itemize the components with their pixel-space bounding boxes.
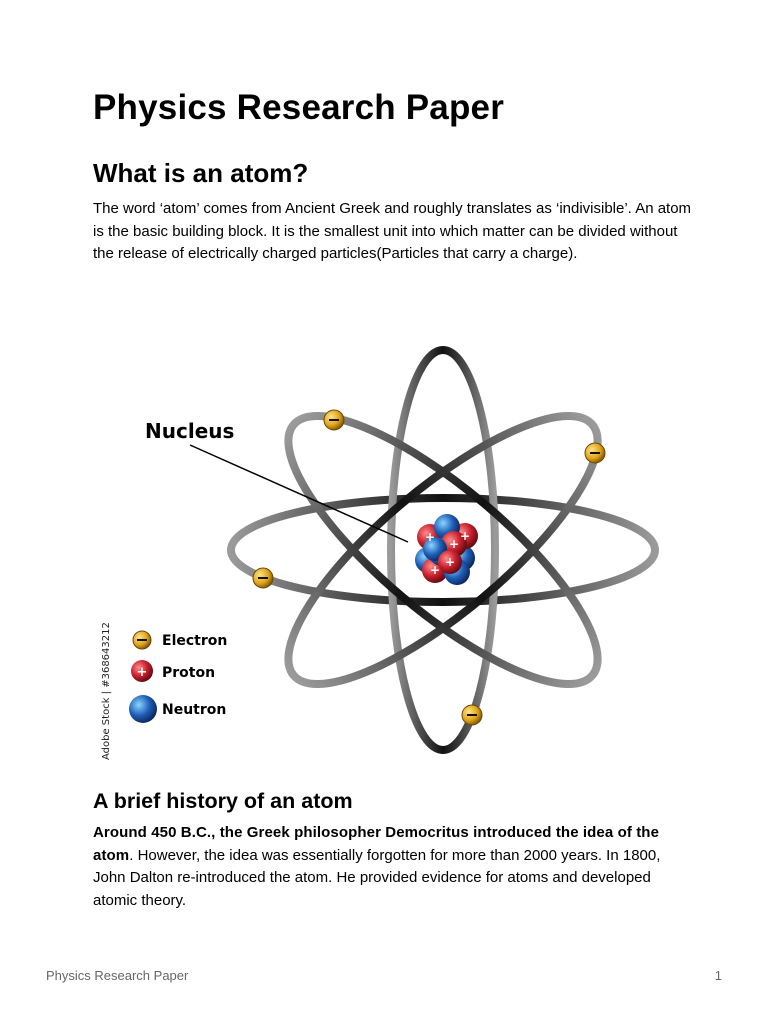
nucleus bbox=[415, 514, 478, 585]
history-bold-lead: Around 450 B.C., the Greek philosopher Democritus introduced the idea of the atom bbox=[93, 824, 660, 864]
legend-proton-icon bbox=[131, 660, 153, 682]
section-heading-history: A brief history of an atom bbox=[93, 789, 353, 813]
legend bbox=[129, 631, 227, 723]
stock-watermark: Adobe Stock | #368643212 bbox=[101, 622, 112, 760]
svg-text:+: + bbox=[429, 563, 441, 577]
svg-text:+: + bbox=[424, 530, 436, 544]
page-title: Physics Research Paper bbox=[93, 88, 505, 127]
legend-neutron-icon bbox=[129, 695, 157, 723]
section-heading-what-is-atom: What is an atom? bbox=[93, 158, 309, 188]
legend-electron-label: Electron bbox=[162, 633, 228, 649]
nucleus-label: Nucleus bbox=[145, 419, 235, 443]
svg-text:+: + bbox=[448, 537, 460, 551]
history-paragraph-rest: . However, the idea was essentially forgotten for more than 2000 years. In 1800, John Dalton re-introduced the atom. He provided evidence for atoms and developed atomic theory. bbox=[93, 846, 661, 909]
svg-text:+: + bbox=[136, 665, 148, 680]
legend-electron-icon bbox=[133, 631, 151, 649]
section-paragraph-history bbox=[93, 822, 693, 912]
electron-top-left bbox=[324, 410, 344, 430]
svg-text:+: + bbox=[444, 555, 456, 569]
nucleus-pointer-line bbox=[190, 445, 408, 542]
svg-text:+: + bbox=[459, 529, 471, 543]
legend-neutron-label: Neutron bbox=[162, 702, 227, 718]
page-number: 1 bbox=[714, 968, 722, 983]
electron-left bbox=[253, 568, 273, 588]
section-paragraph-what-is-atom: The word ‘atom’ comes from Ancient Greek and roughly translates as ‘indivisible’. An atom is the basic building block. It is the smallest unit into which matter can be divided without the release of electrically charged particles(Particles that carry a charge). bbox=[93, 200, 692, 262]
electron-bottom bbox=[462, 705, 482, 725]
electron-right bbox=[585, 443, 605, 463]
atom-diagram bbox=[90, 330, 690, 770]
footer-title: Physics Research Paper bbox=[46, 968, 189, 983]
legend-proton-label: Proton bbox=[162, 665, 216, 681]
